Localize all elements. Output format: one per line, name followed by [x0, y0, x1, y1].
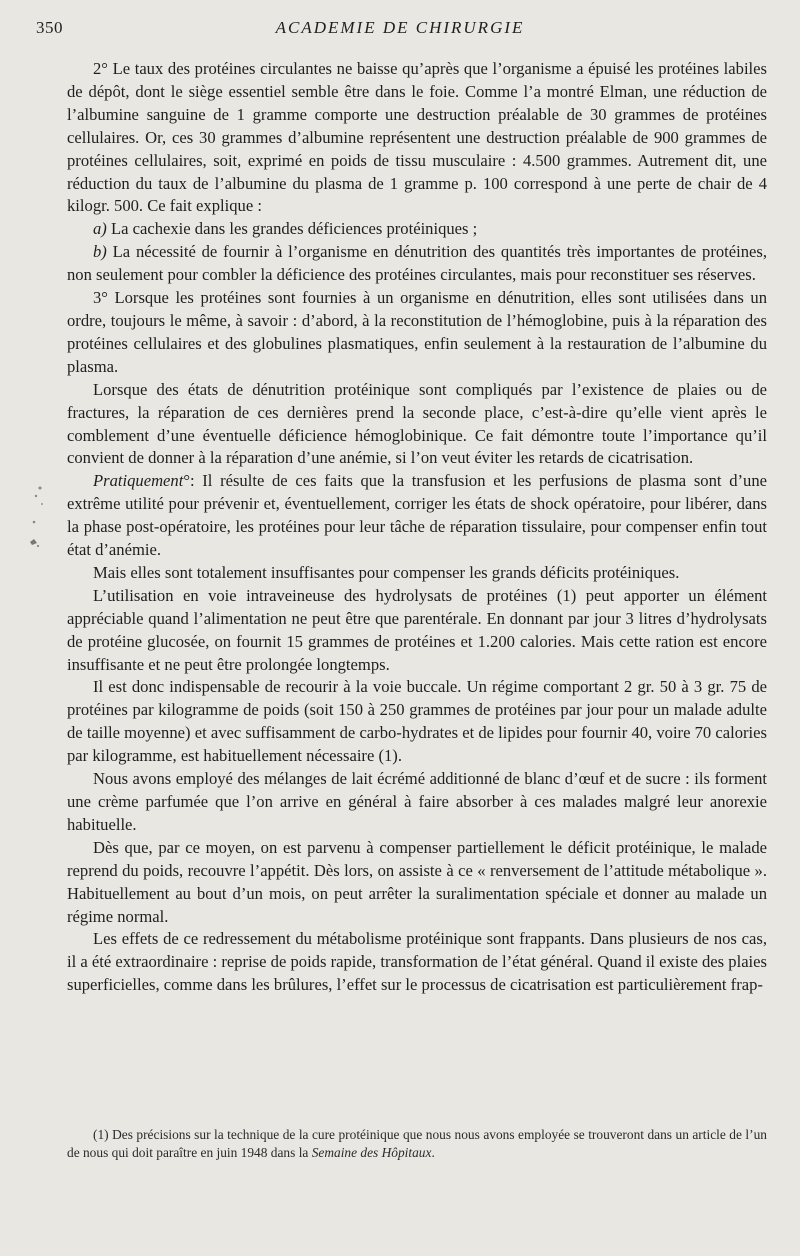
footnote-text: (1) Des précisions sur la technique de la cure protéinique que nous nous avons employée se trouveront dans un article de l’un de nous qui doit paraître en juin 1948 dans la [67, 1127, 767, 1160]
paragraph-pratiquement [67, 470, 767, 562]
pratiquement-text: °: Il résulte de ces faits que la transfusion et les perfusions de plasma sont d’une extrême utilité pour prévenir et, éventuellement, corriger les états de shock opératoire, pour libérer, dans la phase post-opératoire, les protéines pour leur tâche de réparation tissulaire, pour compenser enfin tout état d’anémie. [67, 471, 767, 560]
footnote-journal: Semaine des Hôpitaux [311, 1144, 432, 1160]
body-text [67, 58, 767, 997]
paragraph-hydrolysats: L’utilisation en voie intraveineuse des hydrolysats de protéines (1) peut apporter un élément appréciable quand l’alimentation ne peut être que parentérale. En donnant par jour 3 litres d’hydrolysats de protéine glucosée, on fournit 15 grammes de protéines et 1.200 calories. Mais cette ration est encore insuffisante et ne peut être prolongée longtemps. [67, 585, 767, 674]
paragraph-3: 3° Lorsque les protéines sont fournies à un organisme en dénutrition, elles sont utilisées dans un ordre, toujours le même, à savoir : d’abord, à la reconstitution de l’hémoglobine, puis à la réparation des protéines cellulaires et des globulines plasmatiques, enfin seulement à la restauration de l’albumine du plasma. [67, 288, 767, 376]
paragraph-insuffisantes: Mais elles sont totalement insuffisantes pour compenser les grands déficits protéiniques. [93, 562, 680, 582]
list-item-a-label: a) [93, 219, 107, 239]
list-item-b-label: b) [93, 242, 107, 262]
footnote-1 [67, 1126, 767, 1161]
page-header [0, 14, 800, 44]
paragraph-voie-buccale: Il est donc indispensable de recourir à la voie buccale. Un régime comportant 2 gr. 50 à 3 gr. 75 de protéines par kilogramme de poids (soit 150 à 250 grammes de protéines par jour pour un malade adulte de taille moyenne) et avec suffisamment de carbo-hydrates et de lipides pour fournir 40, voire 70 calories par kilogramme, est habituellement nécessaire (1). [67, 677, 767, 766]
paragraph-melanges: Nous avons employé des mélanges de lait écrémé additionné de blanc d’œuf et de sucre : ils forment une crème parfumée que l’on arrive en général à faire absorber à ces malades malgré leur anorexie habituelle. [67, 769, 767, 834]
footnote-end: . [431, 1144, 435, 1160]
paragraph-effets: Les effets de ce redressement du métabolisme protéinique sont frappants. Dans plusieurs de nos cas, il a été extraordinaire : reprise de poids rapide, transformation de l’état général. Quand il existe des plaies superficielles, comme dans les brûlures, l’effet sur le processus de cicatrisation est particulièrement frap- [67, 929, 767, 995]
margin-stain-mark [10, 460, 50, 570]
running-title: ACADEMIE DE CHIRURGIE [275, 18, 525, 37]
list-item-a [67, 218, 767, 241]
list-item-b [67, 241, 767, 287]
page-number: 350 [36, 18, 63, 37]
paragraph-complications: Lorsque des états de dénutrition protéinique sont compliqués par l’existence de plaies ou de fractures, la réparation de ces dernières prend la seconde place, c’est-à-dire qu’elle vient après le comblement d’une éventuelle déficience hémoglobinique. Ce fait démontre toute l’importance qu’il convient de donner à la réparation d’une anémie, si l’on veut éviter les retards de cicatrisation. [67, 379, 767, 468]
list-item-a-text: La cachexie dans les grandes déficiences protéiniques ; [106, 219, 478, 239]
footnote [67, 1126, 767, 1161]
pratiquement-label: Pratiquement [93, 471, 184, 491]
paragraph-deficit: Dès que, par ce moyen, on est parvenu à compenser partiellement le déficit protéinique, le malade reprend du poids, recouvre l’appétit. Dès lors, on assiste à ce « renversement de l’attitude métabolique ». Habituellement au bout d’un mois, on peut arrêter la suralimentation spéciale et donner au malade un régime normal. [67, 837, 767, 926]
paragraph-2: 2° Le taux des protéines circulantes ne baisse qu’après que l’organisme a épuisé les protéines labiles de dépôt, dont le siège essentiel semble être dans le foie. Comme l’a montré Elman, une réduction de l’albumine sanguine de 1 gramme comporte une destruction préalable de 30 grammes de protéines cellulaires. Or, ces 30 grammes d’albumine représentent une destruction préalable de 900 grammes de protéines cellulaires, soit, exprimé en poids de tissu musculaire : 4.500 grammes. Autrement dit, une réduction du taux de l’albumine du plasma de 1 gramme p. 100 correspond à une perte de chair de 4 kilogr. 500. Ce fait explique : [67, 59, 767, 216]
list-item-b-text: La nécessité de fournir à l’organisme en dénutrition des quantités très importantes de protéines, non seulement pour combler la déficience des protéines circulantes, mais pour reconstituer ses réserves. [67, 242, 767, 285]
